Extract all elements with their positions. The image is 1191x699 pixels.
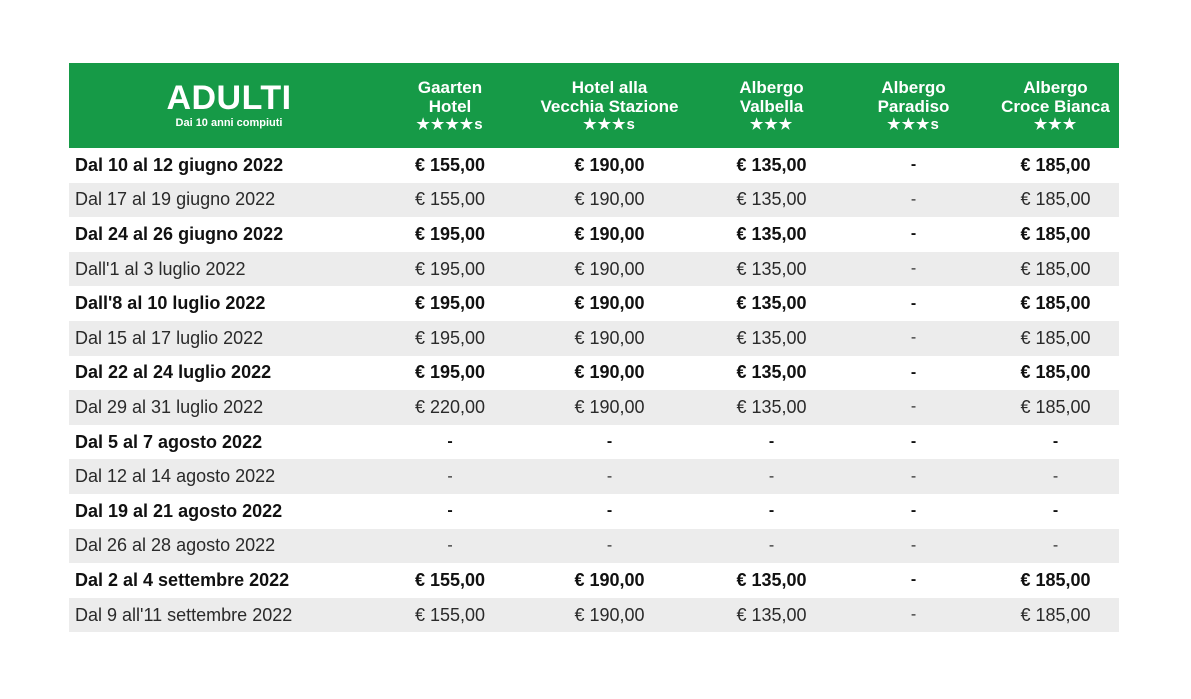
hotel-name-line2: Vecchia Stazione (540, 96, 679, 116)
table-row (69, 286, 1119, 321)
row-date: Dal 22 al 24 luglio 2022 (75, 362, 272, 383)
price-cell: € 155,00 (414, 569, 486, 590)
price-cell: € 185,00 (1020, 604, 1091, 625)
price-cell: € 135,00 (736, 396, 807, 417)
price-cell: € 190,00 (574, 154, 645, 175)
price-cell: - (910, 606, 917, 624)
price-cell: - (606, 467, 613, 485)
price-cell: - (910, 433, 917, 451)
price-cell: - (910, 467, 917, 485)
price-cell: € 185,00 (1020, 154, 1091, 175)
price-cell: - (447, 502, 453, 520)
table-row (69, 356, 1119, 391)
price-table-container (69, 63, 1119, 632)
header-row (69, 63, 1119, 148)
row-date: Dal 15 al 17 luglio 2022 (75, 327, 264, 348)
price-cell: - (1052, 433, 1059, 451)
price-cell: - (1052, 502, 1059, 520)
table-row (69, 563, 1119, 598)
hotel-name-line1: Albergo (1023, 77, 1088, 97)
hotel-header (835, 63, 992, 148)
price-cell: - (910, 294, 917, 312)
price-cell: € 135,00 (736, 327, 807, 348)
table-row (69, 252, 1119, 287)
row-date: Dal 17 al 19 giugno 2022 (75, 189, 276, 210)
price-cell: € 135,00 (736, 189, 807, 210)
price-cell: - (910, 260, 917, 278)
price-cell: € 155,00 (414, 604, 486, 625)
table-row (69, 529, 1119, 564)
price-cell: € 190,00 (574, 569, 645, 590)
table-row (69, 459, 1119, 494)
table-body (69, 148, 1119, 632)
price-cell: - (910, 363, 917, 381)
price-cell: € 185,00 (1020, 293, 1091, 314)
header-title-cell (69, 63, 389, 148)
price-cell: € 185,00 (1020, 362, 1091, 383)
price-cell: € 195,00 (414, 327, 486, 348)
hotel-header (511, 63, 708, 148)
row-date: Dal 12 al 14 agosto 2022 (75, 466, 276, 487)
price-cell: € 190,00 (574, 223, 645, 244)
price-cell: € 190,00 (574, 293, 645, 314)
price-table (69, 63, 1119, 632)
row-date: Dal 19 al 21 agosto 2022 (75, 500, 283, 521)
hotel-stars: ★★★★s (416, 115, 484, 133)
table-header (69, 63, 1119, 148)
hotel-stars: ★★★ (1033, 115, 1078, 133)
hotel-name-line1: Gaarten (417, 77, 483, 97)
price-cell: - (606, 433, 613, 451)
price-cell: - (606, 502, 613, 520)
hotel-name-line1: Hotel alla (571, 77, 648, 97)
table-row (69, 183, 1119, 218)
row-date: Dal 24 al 26 giugno 2022 (75, 223, 284, 244)
row-date: Dall'1 al 3 luglio 2022 (75, 258, 246, 279)
price-cell: - (447, 536, 453, 554)
price-cell: € 135,00 (736, 569, 807, 590)
row-date: Dal 26 al 28 agosto 2022 (75, 535, 276, 556)
price-cell: € 190,00 (574, 362, 645, 383)
price-cell: € 195,00 (414, 258, 486, 279)
price-cell: € 135,00 (736, 154, 807, 175)
row-date: Dal 10 al 12 giugno 2022 (75, 154, 284, 175)
hotel-stars: ★★★s (887, 115, 940, 133)
table-row (69, 148, 1119, 183)
price-cell: - (768, 467, 775, 485)
hotel-name-line2: Valbella (739, 96, 804, 116)
hotel-name-line2: Hotel (428, 96, 472, 116)
hotel-name-line1: Albergo (881, 77, 946, 97)
price-cell: € 220,00 (414, 396, 486, 417)
price-cell: € 135,00 (736, 258, 807, 279)
hotel-name-line2: Paradiso (877, 96, 950, 116)
price-cell: € 185,00 (1020, 223, 1091, 244)
hotel-header (389, 63, 511, 148)
price-cell: € 190,00 (574, 258, 645, 279)
price-cell: € 190,00 (574, 396, 645, 417)
price-cell: - (910, 225, 917, 243)
price-cell: € 190,00 (574, 604, 645, 625)
hotel-stars: ★★★s (583, 115, 636, 133)
row-date: Dal 2 al 4 settembre 2022 (75, 569, 290, 590)
table-row (69, 425, 1119, 460)
table-row (69, 390, 1119, 425)
price-cell: € 185,00 (1020, 327, 1091, 348)
price-cell: € 155,00 (414, 189, 486, 210)
price-cell: - (910, 398, 917, 416)
price-cell: € 195,00 (414, 362, 486, 383)
table-row (69, 321, 1119, 356)
row-date: Dall'8 al 10 luglio 2022 (75, 293, 266, 314)
price-cell: - (768, 433, 775, 451)
price-cell: € 185,00 (1020, 258, 1091, 279)
price-cell: - (910, 156, 917, 174)
price-cell: € 195,00 (414, 223, 486, 244)
hotel-name-line1: Albergo (739, 77, 804, 97)
table-row (69, 217, 1119, 252)
price-cell: - (447, 433, 453, 451)
price-cell: € 135,00 (736, 223, 807, 244)
price-cell: € 135,00 (736, 293, 807, 314)
table-subtitle: Dai 10 anni compiuti (175, 117, 283, 129)
price-cell: - (606, 536, 613, 554)
price-cell: € 135,00 (736, 362, 807, 383)
price-cell: € 185,00 (1020, 569, 1091, 590)
hotel-header (708, 63, 835, 148)
price-cell: € 135,00 (736, 604, 807, 625)
hotel-stars: ★★★ (749, 115, 794, 133)
price-cell: - (1052, 467, 1059, 485)
price-cell: - (910, 571, 917, 589)
price-cell: € 195,00 (414, 293, 486, 314)
row-date: Dal 5 al 7 agosto 2022 (75, 431, 263, 452)
price-cell: € 185,00 (1020, 396, 1091, 417)
price-cell: - (768, 502, 775, 520)
price-cell: - (910, 329, 917, 347)
price-cell: € 190,00 (574, 189, 645, 210)
price-cell: - (910, 190, 917, 208)
price-cell: - (910, 502, 917, 520)
price-cell: - (768, 536, 775, 554)
price-cell: € 190,00 (574, 327, 645, 348)
row-date: Dal 29 al 31 luglio 2022 (75, 396, 264, 417)
table-title: ADULTI (166, 79, 292, 117)
table-row (69, 494, 1119, 529)
price-cell: - (910, 536, 917, 554)
row-date: Dal 9 all'11 settembre 2022 (75, 604, 293, 625)
price-cell: - (447, 467, 453, 485)
hotel-name-line2: Croce Bianca (1001, 96, 1110, 116)
hotel-header (992, 63, 1119, 148)
price-cell: € 155,00 (414, 154, 486, 175)
price-cell: € 185,00 (1020, 189, 1091, 210)
table-row (69, 598, 1119, 633)
price-cell: - (1052, 536, 1059, 554)
